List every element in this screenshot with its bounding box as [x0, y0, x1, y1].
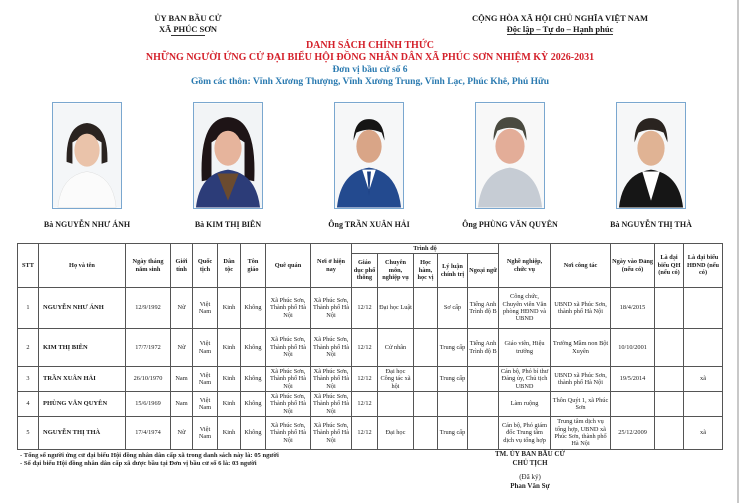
col-header-name: Họ và tên: [39, 244, 126, 288]
col-header-ethnicity: Dân tộc: [218, 244, 241, 288]
cell-name: PHÙNG VĂN QUYÊN: [39, 392, 126, 417]
authority-line-2: XÃ PHÚC SƠN: [158, 24, 218, 34]
title-line-1: DANH SÁCH CHÍNH THỨC: [305, 40, 435, 51]
col-header-council-delegate: Là đại biểu HĐND (nếu có): [684, 244, 723, 288]
cell-academic: [414, 329, 438, 367]
cell-occupation: Cán bộ, Phó bí thư Đảng ủy, Chủ tịch UBND: [499, 367, 551, 392]
cell-workplace: Thôn Quýt 1, xã Phúc Sơn: [551, 392, 611, 417]
cell-nationality: Việt Nam: [193, 329, 218, 367]
cell-occupation: Giáo viên, Hiệu trưởng: [499, 329, 551, 367]
cell-nationality: Việt Nam: [193, 367, 218, 392]
portrait-photo-icon: [617, 103, 685, 208]
col-header-specialty: Chuyên môn, nghiệp vụ: [378, 254, 414, 288]
col-header-general-edu: Giáo dục phổ thông: [352, 254, 378, 288]
candidate-photo-2: [193, 102, 263, 209]
cell-name: NGUYỄN NHƯ ÁNH: [39, 288, 126, 329]
portrait-photo-icon: [335, 103, 403, 208]
cell-stt: 1: [18, 288, 39, 329]
cell-hometown: Xã Phúc Sơn, Thành phố Hà Nội: [266, 288, 311, 329]
col-header-nationality: Quốc tịch: [193, 244, 218, 288]
cell-gender: Nữ: [171, 417, 193, 450]
cell-language: Tiếng Anh Trình độ B: [468, 329, 499, 367]
cell-workplace: UBND xã Phúc Sơn, thành phố Hà Nội: [551, 288, 611, 329]
cell-na-delegate: [655, 367, 684, 392]
cell-general-edu: 12/12: [352, 417, 378, 450]
cell-dob: 17/4/1974: [126, 417, 171, 450]
cell-occupation: Cán bộ, Phó giám đốc Trung tâm dịch vụ tổng hợp: [499, 417, 551, 450]
cell-nationality: Việt Nam: [193, 392, 218, 417]
cell-language: [468, 367, 499, 392]
cell-nationality: Việt Nam: [193, 288, 218, 329]
cell-specialty: Cử nhân: [378, 329, 414, 367]
cell-workplace: UBND xã Phúc Sơn, thành phố Hà Nội: [551, 367, 611, 392]
cell-religion: Không: [241, 367, 266, 392]
sign-status: (Đã ký): [519, 473, 541, 481]
cell-hometown: Xã Phúc Sơn, Thành phố Hà Nội: [266, 367, 311, 392]
col-header-stt: STT: [18, 244, 39, 288]
document-title: [100, 40, 640, 88]
cell-na-delegate: [655, 288, 684, 329]
cell-party-date: 18/4/2015: [611, 288, 655, 329]
summary-notes: [20, 452, 279, 468]
cell-residence: Xã Phúc Sơn, Thành phố Hà Nội: [311, 367, 352, 392]
cell-specialty: [378, 392, 414, 417]
table-row: [18, 417, 723, 450]
motto: Độc lập – Tự do – Hạnh phúc: [506, 24, 614, 34]
candidate-photo-5: [616, 102, 686, 209]
cell-general-edu: 12/12: [352, 367, 378, 392]
cell-party-date: 25/12/2009: [611, 417, 655, 450]
cell-residence: Xã Phúc Sơn, Thành phố Hà Nội: [311, 417, 352, 450]
cell-dob: 15/6/1969: [126, 392, 171, 417]
col-header-education-group: Trình độ: [352, 244, 499, 254]
sign-organization: TM. ỦY BAN BẦU CỬ: [494, 450, 566, 458]
cell-na-delegate: [655, 392, 684, 417]
cell-workplace: Trung tâm dịch vụ tổng hợp, UBND xã Phúc Sơn, thành phố Hà Nội: [551, 417, 611, 450]
cell-stt: 2: [18, 329, 39, 367]
candidate-photo-3: [334, 102, 404, 209]
cell-council-delegate: [684, 392, 723, 417]
cell-stt: 5: [18, 417, 39, 450]
cell-political: Trung cấp: [438, 417, 468, 450]
cell-hometown: Xã Phúc Sơn, Thành phố Hà Nội: [266, 417, 311, 450]
table-row: [18, 392, 723, 417]
cell-council-delegate: [684, 329, 723, 367]
cell-residence: Xã Phúc Sơn, Thành phố Hà Nội: [311, 329, 352, 367]
cell-language: [468, 417, 499, 450]
sign-title: CHỦ TỊCH: [512, 458, 548, 467]
cell-council-delegate: xã: [684, 417, 723, 450]
title-line-2: NHỮNG NGƯỜI ỨNG CỬ ĐẠI BIỂU HỘI ĐỒNG NHÂN DÂN XÃ PHÚC SƠN NHIỆM KỲ 2026-2031: [145, 52, 595, 63]
signer-name: Phan Văn Sự: [510, 481, 550, 490]
cell-religion: Không: [241, 288, 266, 329]
cell-workplace: Trường Mầm non Bột Xuyên: [551, 329, 611, 367]
cell-gender: Nam: [171, 392, 193, 417]
note-total-candidates: - Tổng số người ứng cử đại biểu Hội đồng nhân dân cấp xã trong danh sách này là: 05 người: [20, 452, 279, 459]
cell-gender: Nữ: [171, 329, 193, 367]
candidates-table: [17, 243, 723, 450]
cell-specialty: Đại học Luật: [378, 288, 414, 329]
authority-line-1: ỦY BAN BẦU CỬ: [154, 13, 222, 23]
cell-ethnicity: Kinh: [218, 288, 241, 329]
photo-caption-3: Ông TRẦN XUÂN HẢI: [328, 220, 410, 229]
authority-underline: [171, 35, 205, 36]
candidate-photo-4: [475, 102, 545, 209]
cell-ethnicity: Kinh: [218, 329, 241, 367]
candidate-photo-1: [52, 102, 122, 209]
col-header-party-date: Ngày vào Đảng (nếu có): [611, 244, 655, 288]
table-row: [18, 329, 723, 367]
col-header-residence: Nơi ở hiện nay: [311, 244, 352, 288]
cell-religion: Không: [241, 417, 266, 450]
cell-name: KIM THỊ BIÊN: [39, 329, 126, 367]
photo-caption-5: Bà NGUYỄN THỊ THÀ: [610, 220, 692, 229]
cell-academic: [414, 288, 438, 329]
cell-dob: 17/7/1972: [126, 329, 171, 367]
portrait-photo-icon: [53, 103, 121, 208]
cell-council-delegate: [684, 288, 723, 329]
cell-general-edu: 12/12: [352, 392, 378, 417]
cell-gender: Nam: [171, 367, 193, 392]
cell-ethnicity: Kinh: [218, 392, 241, 417]
cell-dob: 12/9/1992: [126, 288, 171, 329]
cell-academic: [414, 392, 438, 417]
photo-caption-4: Ông PHÙNG VĂN QUYÊN: [462, 220, 558, 229]
col-header-religion: Tôn giáo: [241, 244, 266, 288]
cell-academic: [414, 417, 438, 450]
cell-academic: [414, 367, 438, 392]
cell-political: Trung cấp: [438, 367, 468, 392]
cell-hometown: Xã Phúc Sơn, Thành phố Hà Nội: [266, 329, 311, 367]
col-header-academic: Học hàm, học vị: [414, 254, 438, 288]
cell-nationality: Việt Nam: [193, 417, 218, 450]
cell-party-date: 19/5/2014: [611, 367, 655, 392]
villages-list: Gồm các thôn: Vĩnh Xương Thượng, Vĩnh Xương Trung, Vĩnh Lạc, Phúc Khê, Phú Hữu: [191, 77, 549, 87]
col-header-gender: Giới tính: [171, 244, 193, 288]
photo-caption-1: Bà NGUYỄN NHƯ ÁNH: [43, 220, 131, 229]
cell-occupation: Làm ruộng: [499, 392, 551, 417]
cell-name: TRẦN XUÂN HẢI: [39, 367, 126, 392]
col-header-na-delegate: Là đại biểu QH (nếu có): [655, 244, 684, 288]
cell-ethnicity: Kinh: [218, 417, 241, 450]
table-row: [18, 288, 723, 329]
col-header-workplace: Nơi công tác: [551, 244, 611, 288]
cell-specialty: Đại học: [378, 417, 414, 450]
cell-na-delegate: [655, 329, 684, 367]
national-motto: [440, 13, 680, 35]
col-header-dob: Ngày tháng năm sinh: [126, 244, 171, 288]
cell-political: Sơ cấp: [438, 288, 468, 329]
cell-general-edu: 12/12: [352, 329, 378, 367]
electoral-unit: Đơn vị bầu cử số 6: [332, 65, 408, 75]
cell-political: Trung cấp: [438, 329, 468, 367]
col-header-political: Lý luận chính trị: [438, 254, 468, 288]
cell-name: NGUYỄN THỊ THÀ: [39, 417, 126, 450]
col-header-language: Ngoại ngữ: [468, 254, 499, 288]
cell-language: [468, 392, 499, 417]
cell-council-delegate: xã: [684, 367, 723, 392]
portrait-photo-icon: [194, 103, 262, 208]
cell-stt: 3: [18, 367, 39, 392]
cell-party-date: 10/10/2001: [611, 329, 655, 367]
signature-block: [480, 450, 580, 490]
cell-occupation: Công chức, Chuyên viên Văn phòng HĐND và UBND: [499, 288, 551, 329]
portrait-photo-icon: [476, 103, 544, 208]
cell-hometown: Xã Phúc Sơn, Thành phố Hà Nội: [266, 392, 311, 417]
cell-language: Tiếng Anh Trình độ B: [468, 288, 499, 329]
col-header-occupation: Nghề nghiệp, chức vụ: [499, 244, 551, 288]
cell-religion: Không: [241, 329, 266, 367]
page-edge-divider: [737, 0, 739, 503]
cell-political: [438, 392, 468, 417]
col-header-hometown: Quê quán: [266, 244, 311, 288]
cell-general-edu: 12/12: [352, 288, 378, 329]
cell-residence: Xã Phúc Sơn, Thành phố Hà Nội: [311, 288, 352, 329]
cell-party-date: [611, 392, 655, 417]
cell-stt: 4: [18, 392, 39, 417]
national-name: CỘNG HÒA XÃ HỘI CHỦ NGHĨA VIỆT NAM: [471, 13, 649, 23]
cell-gender: Nữ: [171, 288, 193, 329]
cell-specialty: Đại học Công tác xã hội: [378, 367, 414, 392]
cell-na-delegate: [655, 417, 684, 450]
table-row: [18, 367, 723, 392]
photo-caption-2: Bà KIM THỊ BIÊN: [194, 220, 262, 229]
cell-dob: 26/10/1970: [126, 367, 171, 392]
issuing-authority: [128, 13, 248, 36]
cell-residence: Xã Phúc Sơn, Thành phố Hà Nội: [311, 392, 352, 417]
cell-religion: Không: [241, 392, 266, 417]
note-seats: - Số đại biểu Hội đồng nhân dân cấp xã được bầu tại Đơn vị bầu cử số 6 là: 03 người: [20, 460, 257, 467]
cell-ethnicity: Kinh: [218, 367, 241, 392]
